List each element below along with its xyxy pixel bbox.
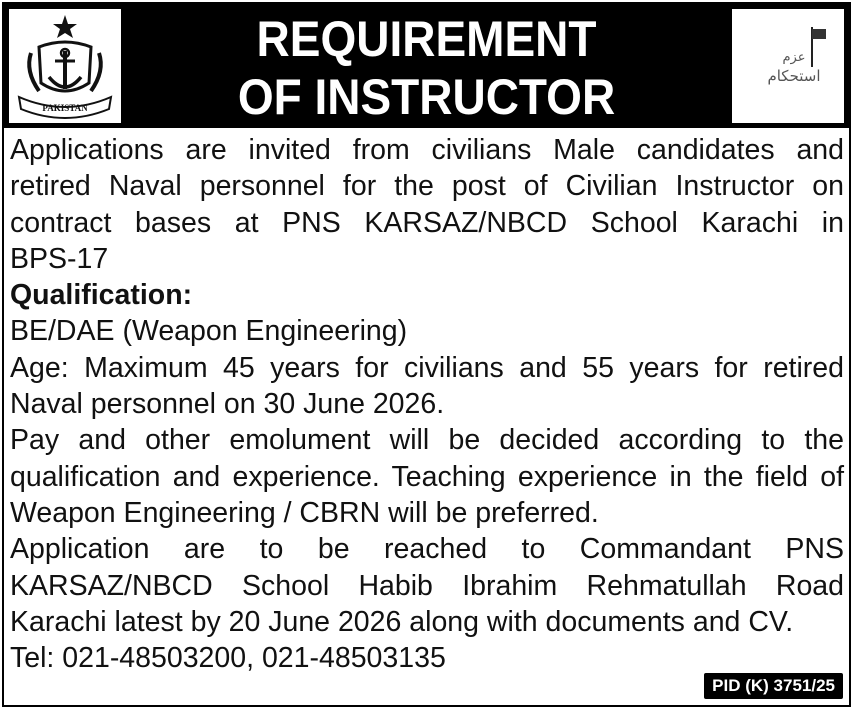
qualification-value: BE/DAE (Weapon Engineering) — [10, 315, 408, 348]
application-line: Application are to be reached to Commandant PNS — [10, 533, 844, 566]
qualification-heading: Qualification: — [10, 279, 193, 312]
application-line: KARSAZ/NBCD School Habib Ibrahim Rehmatullah Road — [10, 569, 844, 602]
age-paragraph — [10, 350, 844, 423]
application-line: Karachi latest by 20 June 2026 along with documents and CV. — [10, 605, 794, 638]
azm-e-istehkam-logo — [731, 8, 845, 124]
header-banner — [4, 4, 849, 128]
age-line: Naval personnel on 30 June 2026. — [10, 388, 445, 421]
pid-badge: PID (K) 3751/25 — [704, 673, 843, 699]
advertisement-body — [10, 132, 844, 676]
intro-line: Applications are invited from civilians Male candidates and — [10, 134, 844, 166]
application-paragraph — [10, 531, 844, 640]
intro-line: retired Naval personnel for the post of Civilian Instructor on — [10, 170, 844, 203]
intro-line: contract bases at PNS KARSAZ/NBCD School Karachi in — [10, 206, 844, 239]
advertisement-frame — [2, 2, 851, 707]
pakistan-navy-crest-icon — [9, 9, 121, 123]
age-line: Age: Maximum 45 years for civilians and 55 years for retired — [10, 351, 844, 384]
title-line-2: OF INSTRUCTOR — [237, 69, 616, 125]
advertisement-title — [150, 10, 703, 126]
intro-paragraph — [10, 132, 844, 277]
pay-line: qualification and experience. Teaching experience in the field of — [10, 460, 844, 493]
svg-text:عزم: عزم — [782, 50, 806, 65]
azm-e-istehkam-icon — [732, 9, 844, 123]
pay-line: Weapon Engineering / CBRN will be preferred. — [10, 496, 599, 529]
svg-text:استحکام: استحکام — [767, 67, 821, 85]
pay-line: Pay and other emolument will be decided according to the — [10, 424, 844, 457]
intro-line: BPS-17 — [10, 242, 109, 275]
pay-paragraph — [10, 422, 844, 531]
svg-text:PAKISTAN: PAKISTAN — [42, 103, 88, 113]
title-line-1: REQUIREMENT — [256, 11, 597, 67]
pakistan-navy-logo — [8, 8, 122, 124]
telephone-numbers: Tel: 021-48503200, 021-48503135 — [10, 642, 446, 675]
